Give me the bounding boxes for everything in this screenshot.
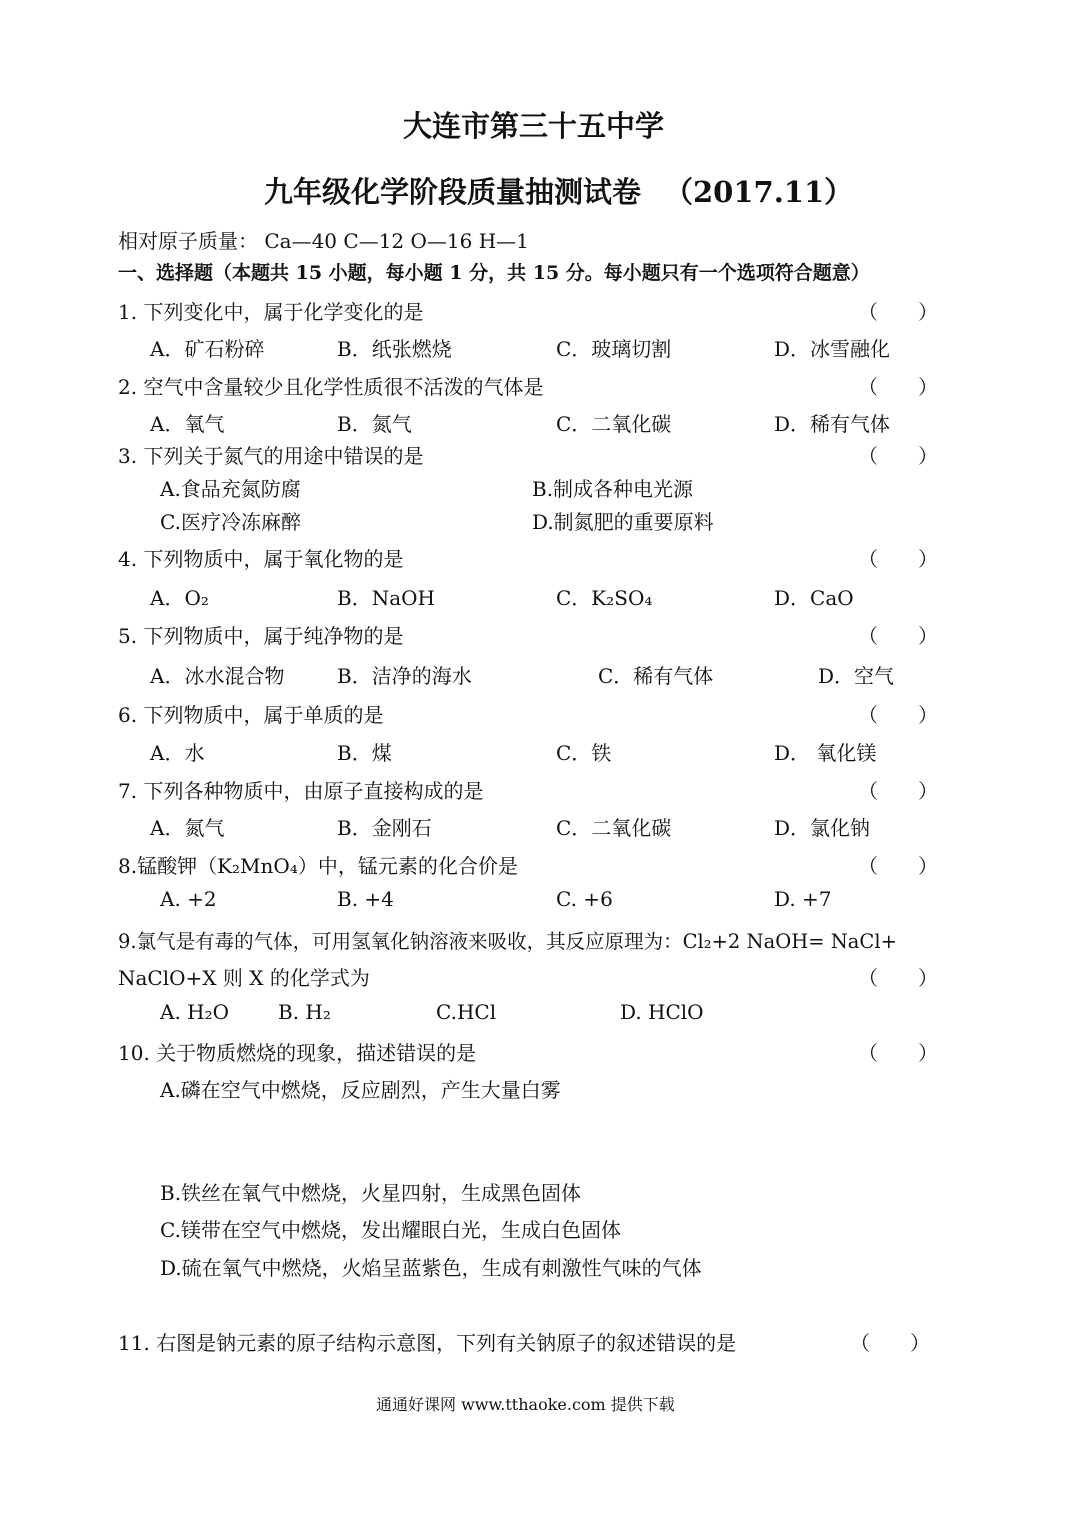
answer-paren-4: （ ） [858, 547, 938, 571]
q7-option-b: B．金刚石 [337, 816, 432, 840]
q4-option-c: C．K₂SO₄ [556, 586, 653, 610]
answer-paren-5: （ ） [858, 624, 938, 648]
q3-option-a: A.食品充氮防腐 [160, 477, 301, 501]
q3-option-c: C.医疗冷冻麻醉 [160, 510, 301, 534]
q9-option-a: A. H₂O [160, 1000, 230, 1024]
answer-paren-3: （ ） [858, 444, 938, 468]
q8-option-a: A. +2 [160, 887, 217, 911]
question-10-stem: 10. 关于物质燃烧的现象，描述错误的是 [118, 1041, 477, 1065]
q2-option-c: C．二氧化碳 [556, 412, 672, 436]
answer-paren-9: （ ） [858, 966, 938, 990]
section-heading: 一、选择题（本题共 15 小题，每小题 1 分，共 15 分。每小题只有一个选项符合题意） [118, 262, 870, 284]
question-5-stem: 5. 下列物质中，属于纯净物的是 [118, 624, 404, 648]
q8-option-d: D. +7 [774, 887, 832, 911]
question-4-stem: 4. 下列物质中，属于氧化物的是 [118, 547, 404, 571]
q10-option-b: B.铁丝在氧气中燃烧，火星四射，生成黑色固体 [160, 1181, 582, 1205]
school-name: 大连市第三十五中学 [403, 109, 665, 143]
q4-option-b: B．NaOH [337, 586, 435, 610]
q7-option-a: A．氮气 [150, 816, 225, 840]
q8-option-b: B. +4 [337, 887, 394, 911]
q6-option-b: B．煤 [337, 741, 392, 765]
answer-paren-11: （ ） [850, 1331, 930, 1355]
exam-title: 九年级化学阶段质量抽测试卷 [264, 175, 642, 209]
q8-option-c: C. +6 [556, 887, 613, 911]
question-2-stem: 2. 空气中含量较少且化学性质很不活泼的气体是 [118, 375, 544, 399]
question-8-stem: 8.锰酸钾（K₂MnO₄）中，锰元素的化合价是 [118, 854, 518, 878]
q9-option-d: D. HClO [620, 1000, 704, 1024]
q5-option-d: D．空气 [818, 664, 895, 688]
page-footer: 通通好课网 www.tthaoke.com 提供下载 [376, 1395, 675, 1414]
question-3-stem: 3. 下列关于氮气的用途中错误的是 [118, 444, 424, 468]
question-11-stem: 11. 右图是钠元素的原子结构示意图，下列有关钠原子的叙述错误的是 [118, 1331, 737, 1355]
q10-option-a: A.磷在空气中燃烧，反应剧烈，产生大量白雾 [160, 1078, 561, 1102]
q2-option-a: A．氧气 [150, 412, 225, 436]
question-7-stem: 7. 下列各种物质中，由原子直接构成的是 [118, 779, 484, 803]
q1-option-b: B．纸张燃烧 [337, 337, 452, 361]
q5-option-b: B．洁净的海水 [337, 664, 472, 688]
answer-paren-8: （ ） [858, 854, 938, 878]
question-1-stem: 1. 下列变化中，属于化学变化的是 [118, 300, 424, 324]
q2-option-b: B．氮气 [337, 412, 412, 436]
question-9-stem-continued: NaClO+X 则 X 的化学式为 [118, 966, 370, 990]
q6-option-a: A．水 [150, 741, 205, 765]
q1-option-d: D．冰雪融化 [774, 337, 891, 361]
q4-option-d: D．CaO [774, 586, 854, 610]
question-6-stem: 6. 下列物质中，属于单质的是 [118, 703, 384, 727]
q10-option-d: D.硫在氧气中燃烧，火焰呈蓝紫色，生成有刺激性气味的气体 [160, 1256, 702, 1280]
q3-option-b: B.制成各种电光源 [532, 477, 694, 501]
answer-paren-10: （ ） [858, 1041, 938, 1065]
answer-paren-6: （ ） [858, 703, 938, 727]
answer-paren-7: （ ） [858, 779, 938, 803]
q9-option-c: C.HCl [436, 1000, 497, 1024]
q5-option-c: C．稀有气体 [598, 664, 714, 688]
answer-paren-1: （ ） [858, 300, 938, 324]
atomic-mass-line: 相对原子质量： Ca—40 C—12 O—16 H—1 [118, 229, 529, 253]
q1-option-c: C．玻璃切割 [556, 337, 672, 361]
answer-paren-2: （ ） [858, 375, 938, 399]
q5-option-a: A．冰水混合物 [150, 664, 285, 688]
q2-option-d: D．稀有气体 [774, 412, 891, 436]
exam-date: （2017.11） [664, 175, 854, 209]
q10-option-c: C.镁带在空气中燃烧，发出耀眼白光，生成白色固体 [160, 1218, 621, 1242]
q4-option-a: A．O₂ [150, 586, 209, 610]
q6-option-c: C．铁 [556, 741, 612, 765]
q9-option-b: B. H₂ [278, 1000, 331, 1024]
q3-option-d: D.制氮肥的重要原料 [532, 510, 714, 534]
q6-option-d: D． 氧化镁 [774, 741, 877, 765]
q1-option-a: A．矿石粉碎 [150, 337, 265, 361]
question-9-stem: 9.氯气是有毒的气体，可用氢氧化钠溶液来吸收，其反应原理为：Cl₂+2 NaOH= NaCl+ [118, 930, 897, 953]
q7-option-c: C．二氧化碳 [556, 816, 672, 840]
q7-option-d: D．氯化钠 [774, 816, 871, 840]
